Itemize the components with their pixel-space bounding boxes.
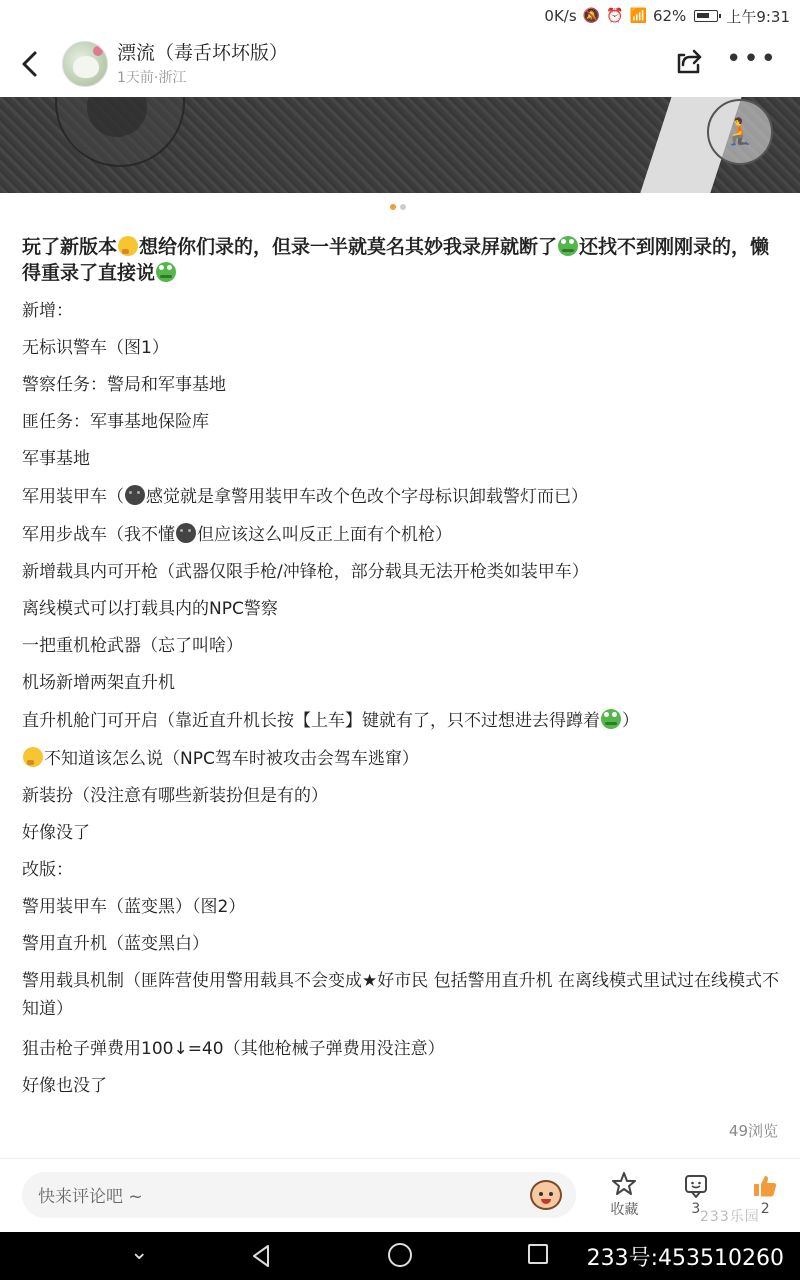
header-actions	[674, 44, 800, 81]
title-text: 想给你们录的，但录一半就莫名其妙我录屏就断了	[139, 236, 558, 258]
line-text: 军用装甲车（	[22, 487, 124, 507]
post-line: 好像没了	[22, 823, 90, 843]
line-text: 但应该这么叫反正上面有个机枪）	[197, 525, 452, 545]
post-id-overlay: 233号:453510260	[586, 1246, 784, 1271]
back-button[interactable]	[0, 32, 60, 96]
comment-bar	[0, 1158, 800, 1230]
app-watermark: 233乐园	[700, 1209, 760, 1225]
favorite-button[interactable]	[590, 1165, 659, 1225]
triangle-back-icon	[250, 1244, 272, 1268]
post-line: 警用载具机制（匪阵营使用警用载具不会变成★好市民 包括警用直升机 在离线模式里试过在线模式不知道）	[22, 971, 780, 1019]
post-line: 军事基地	[22, 449, 90, 469]
post-title	[22, 234, 782, 286]
frog-emoji-icon	[558, 236, 578, 256]
comment-placeholder: 快来评论吧 ~	[38, 1187, 143, 1207]
line-text: ）	[622, 711, 639, 731]
username[interactable]: 漂流（毒舌坏坏版）	[117, 42, 289, 64]
post-line	[22, 709, 782, 732]
battery-percent: 62%	[652, 7, 687, 25]
post-line: 好像也没了	[22, 1076, 107, 1096]
battery-icon	[694, 10, 718, 22]
post-line	[22, 523, 782, 546]
dark-face-emoji-icon	[125, 485, 145, 505]
more-options-icon[interactable]: •••	[725, 44, 778, 74]
carousel-indicator	[390, 204, 406, 210]
post-image-carousel[interactable]	[0, 97, 800, 193]
carousel-dot-active	[390, 204, 396, 210]
system-nav-bar	[0, 1232, 800, 1280]
frog-emoji-icon	[601, 709, 621, 729]
dark-face-emoji-icon	[176, 523, 196, 543]
post-line	[22, 485, 782, 508]
line-text: 感觉就是拿警用装甲车改个色改个字母标识卸载警灯而已）	[146, 487, 588, 507]
crouch-button-icon: 🧎	[707, 99, 773, 165]
post-line	[22, 747, 782, 770]
post-time-location: 1天前·浙江	[117, 70, 187, 86]
post-line: 狙击枪子弹费用100↓=40（其他枪械子弹费用没注意）	[22, 1039, 445, 1059]
post-line: 机场新增两架直升机	[22, 673, 175, 693]
line-text: 不知道该怎么说（NPC驾车时被攻击会驾车逃窜）	[44, 749, 419, 769]
thinking-emoji-icon	[23, 747, 43, 767]
post-line: 新装扮（没注意有哪些新装扮但是有的）	[22, 786, 328, 806]
nav-recents-button[interactable]	[528, 1244, 548, 1264]
wifi-icon: 📶	[629, 8, 647, 24]
comment-icon	[683, 1173, 709, 1199]
nav-back-button[interactable]	[250, 1244, 272, 1268]
comment-count: 3	[691, 1200, 701, 1217]
network-speed: 0K/s	[544, 7, 577, 25]
post-line: 新增：	[22, 301, 73, 321]
star-icon	[611, 1171, 637, 1197]
chevron-down-icon[interactable]: ⌄	[130, 1240, 149, 1265]
chevron-left-icon	[19, 50, 41, 78]
user-meta	[117, 41, 288, 87]
thinking-emoji-icon	[118, 236, 138, 256]
post-line: 一把重机枪武器（忘了叫啥）	[22, 636, 243, 656]
title-text: 还找不到刚刚录的，懒得重录了直接说	[22, 236, 770, 284]
alarm-icon: ⏰	[606, 8, 624, 24]
post-line: 离线模式可以打载具内的NPC警察	[22, 599, 278, 619]
post-line: 警察任务：警局和军事基地	[22, 375, 226, 395]
post-line: 改版：	[22, 860, 73, 880]
thumbs-up-icon	[752, 1173, 778, 1199]
view-count: 49浏览	[728, 1122, 778, 1140]
frog-emoji-icon	[156, 262, 176, 282]
line-text: 军用步战车（我不懂	[22, 525, 175, 545]
favorite-label: 收藏	[610, 1201, 639, 1218]
nav-home-button[interactable]	[388, 1243, 412, 1267]
mute-icon: 🔕	[582, 8, 601, 24]
line-text: 直升机舱门可开启（靠近直升机长按【上车】键就有了，只不过想进去得蹲着	[22, 711, 600, 731]
post-line: 匪任务：军事基地保险库	[22, 412, 209, 432]
avatar[interactable]	[62, 41, 108, 87]
post-header	[0, 32, 800, 96]
carousel-dot	[400, 204, 406, 210]
share-icon	[674, 47, 704, 77]
post-line: 警用装甲车（蓝变黑）（图2）	[22, 897, 246, 917]
like-count: 2	[760, 1200, 770, 1217]
clock: 上午9:31	[726, 7, 790, 26]
post-line: 警用直升机（蓝变黑白）	[22, 934, 209, 954]
post-line: 无标识警车（图1）	[22, 338, 169, 358]
emoji-picker-icon[interactable]	[530, 1180, 562, 1210]
comment-input[interactable]	[22, 1172, 576, 1218]
status-bar	[0, 0, 800, 32]
post-content	[22, 234, 782, 1112]
share-button[interactable]	[674, 47, 704, 81]
title-text: 玩了新版本	[22, 236, 118, 258]
post-line: 新增载具内可开枪（武器仅限手枪/冲锋枪，部分载具无法开枪类如装甲车）	[22, 562, 589, 582]
